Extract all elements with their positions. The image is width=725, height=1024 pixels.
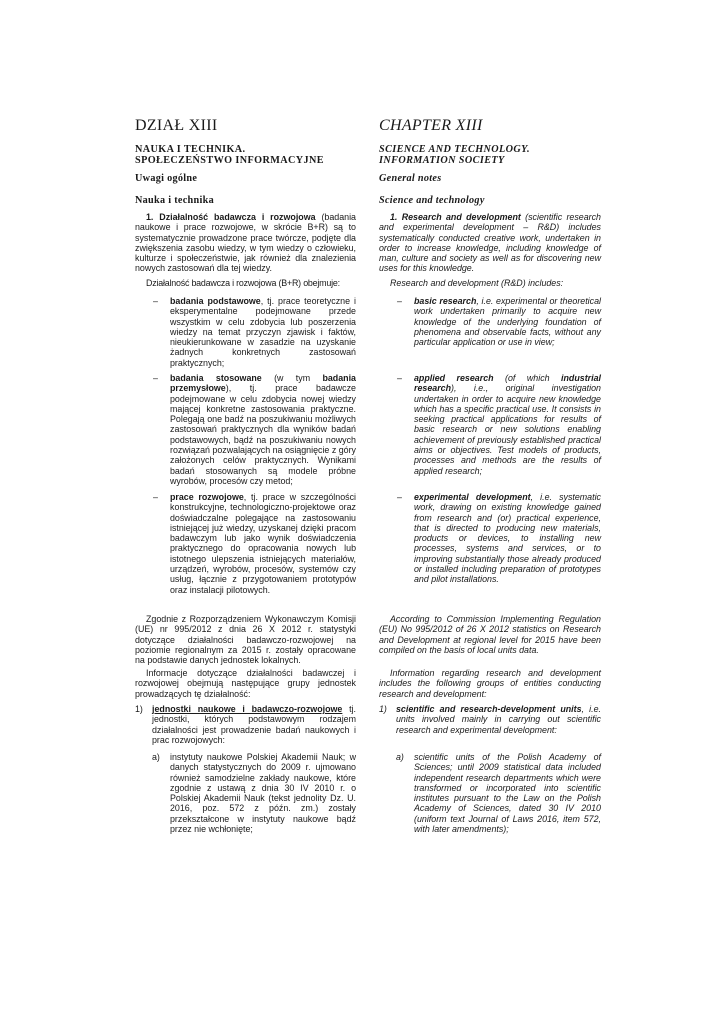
general-notes-heading: Uwagi ogólne <box>135 173 198 184</box>
list-item-basic-research: – badania podstawowe, tj. prace teoretyczne i eksperymentalne podejmowane przede wszystkim w celu zdobycia lub poszerzenia wiedzy na temat przyczyn zjawisk i faktów, nieukierunkowane w zasadzie na uzyskanie żadnych konkretnych zastosowań praktycznych; <box>153 296 356 368</box>
list-item-1-scientific-units: 1) jednostki naukowe i badawczo-rozwojowe tj. jednostki, których podstawowym rodzajem działalności jest prowadzenie badań naukowych i prac rozwojowych: <box>135 704 357 745</box>
section-title-line-1: NAUKA I TECHNIKA. <box>135 144 246 155</box>
paragraph-rd-includes: Research and development (R&D) includes: <box>390 278 564 288</box>
list-item-applied-research: – badania stosowane (w tym badania przemysłowe), tj. prace badawcze podejmowane w celu zdobycia nowej wiedzy mającej konkretne zastosowania praktyczne. Polegają one badź na poszukiwaniu możliwych zastosowań praktycznych dla wyników badań podstawowych, bądź na poszukiwaniu nowych rozwiązań pozwalających na osiągnięcie z góry założonych celów praktycznych. Wynikami badań stosowanych są modele próbne wyrobów, procesów czy metod; <box>153 373 356 486</box>
dash-marker: – <box>153 296 158 306</box>
letter-marker: a) <box>152 752 160 762</box>
number-marker: 1) <box>135 704 143 714</box>
term-industrial-research: industrial research <box>414 373 601 394</box>
term-experimental-development: experimental development <box>414 492 531 502</box>
rd-definition-text: (scientific research and experimental development – R&D) includes systematically conducted creative work, undertaken in order to increase knowledge, including knowledge of man, culture and society as well as for discovering new uses for this knowledge. <box>379 212 601 274</box>
section-title-line-2: SPOŁECZEŃSTWO INFORMACYJNE <box>135 155 324 166</box>
list-item-1-scientific-units: 1) scientific and research-development units, i.e. units involved mainly in carrying out scientific research and experimental development: <box>379 704 601 735</box>
term-scientific-units: scientific and research-development units <box>396 704 582 714</box>
subsection-heading: Nauka i technika <box>135 195 214 206</box>
paragraph-groups: Information regarding research and development includes the following groups of entities conducting research and development: <box>379 668 601 699</box>
dash-marker: – <box>397 373 402 383</box>
term-industrial-research: badania przemysłowe <box>170 373 356 394</box>
term-scientific-units: jednostki naukowe i badawczo-rozwojowe <box>152 704 343 714</box>
list-item-a-pan-institutes: a) instytuty naukowe Polskiej Akademii Nauk; w danych statystycznych do 2009 r. ujmowano również samodzielne zakłady naukowe, które zgodnie z ustawą z dnia 30 IV 2010 r. o Polskiej Akademii Nauk (tekst jednolity Dz. U. 2016, poz. 572 z późn. zm.) zostały przekształcone w instytuty naukowe bądź przez nie wchłonięte; <box>152 752 356 835</box>
list-item-a-pan-institutes: a) scientific units of the Polish Academy of Sciences; until 2009 statistical data included independent research departments which were transformed or incorporated into scientific institutes pursuant to the Law on the Polish Academy of Sciences, dated 30 IV 2010 (uniform text Journal of Laws 2016, item 572, with later amendments); <box>396 752 601 835</box>
dash-marker: – <box>153 492 158 502</box>
term-basic-research: badania podstawowe <box>170 296 261 306</box>
general-notes-heading: General notes <box>379 173 442 184</box>
letter-marker: a) <box>396 752 404 762</box>
list-item-experimental-development: – experimental development, i.e. systematic work, drawing on existing knowledge gained from research and (or) practical experience, that is directed to producing new materials, products or devices, to installing new processes, systems and services, or to improving substantially those already produced or installed including preparation of prototypes and pilot installations. <box>397 492 601 585</box>
term-applied-research: applied research <box>414 373 494 383</box>
list-item-basic-research: – basic research, i.e. experimental or theoretical work undertaken primarily to acquire new knowledge of the underlying foundation of phenomena and observable facts, without any particular application or use in view; <box>397 296 601 348</box>
list-item-applied-research: – applied research (of which industrial research), i.e., original investigation undertaken in order to acquire new knowledge which has a specific practical use. It consists in seeking practical applications for results of basic research or new solutions enabling achievement of previously established practical aims or objectives. Test models of products, processes and methods are the results of applied research; <box>397 373 601 476</box>
subsection-heading: Science and technology <box>379 195 485 206</box>
paragraph-regulation: Zgodnie z Rozporządzeniem Wykonawczym Komisji (UE) nr 995/2012 z dnia 26 X 2012 r. statystyki dotyczące działalności badawczo-rozwojowej na poziomie regionalnym za 2015 r. zostały opracowane na podstawie danych jednostek lokalnych. <box>135 614 356 666</box>
number-marker: 1) <box>379 704 387 714</box>
section-title-line-1: SCIENCE AND TECHNOLOGY. <box>379 144 530 155</box>
term-applied-research: badania stosowane <box>170 373 262 383</box>
dash-marker: – <box>153 373 158 383</box>
rd-term: 1. Działalność badawcza i rozwojowa <box>146 212 316 222</box>
chapter-title: CHAPTER XIII <box>379 117 483 134</box>
paragraph-rd-definition <box>135 212 356 274</box>
rd-term: 1. Research and development <box>390 212 521 222</box>
section-title-line-2: INFORMATION SOCIETY <box>379 155 505 166</box>
list-item-experimental-development: – prace rozwojowe, tj. prace w szczególności konstrukcyjne, technologiczno-projektowe oraz doświadczalne polegające na zastosowaniu istniejącej już wiedzy, uzyskanej dzięki pracom badawczym lub jako wynik doświadczenia praktycznego do opracowania nowych lub istotnego ulepszenia istniejących materiałów, urządzeń, wyrobów, procesów, systemów czy usług, łącznie z przygotowaniem prototypów oraz instalacji pilotowych. <box>153 492 356 595</box>
dash-marker: – <box>397 492 402 502</box>
paragraph-rd-definition <box>379 212 601 274</box>
paragraph-regulation: According to Commission Implementing Regulation (EU) No 995/2012 of 26 X 2012 statistics on Research and Development at regional level for 2015 have been compiled on the basis of local units data. <box>379 614 601 655</box>
chapter-title: DZIAŁ XIII <box>135 117 218 134</box>
rd-definition-text: (badania naukowe i prace rozwojowe, w skrócie B+R) są to systematycznie prowadzone prace twórcze, podjęte dla zwiększenia zasobu wiedzy, w tym wiedzy o człowieku, kulturze i społeczeństwie, jak również dla znalezienia nowych zastosowań dla tej wiedzy. <box>135 212 356 274</box>
term-experimental-development: prace rozwojowe <box>170 492 244 502</box>
term-basic-research: basic research <box>414 296 477 306</box>
paragraph-groups: Informacje dotyczące działalności badawczej i rozwojowej obejmują następujące grupy jednostek prowadzących tę działalność: <box>135 668 356 699</box>
dash-marker: – <box>397 296 402 306</box>
paragraph-rd-includes: Działalność badawcza i rozwojowa (B+R) obejmuje: <box>146 278 340 288</box>
